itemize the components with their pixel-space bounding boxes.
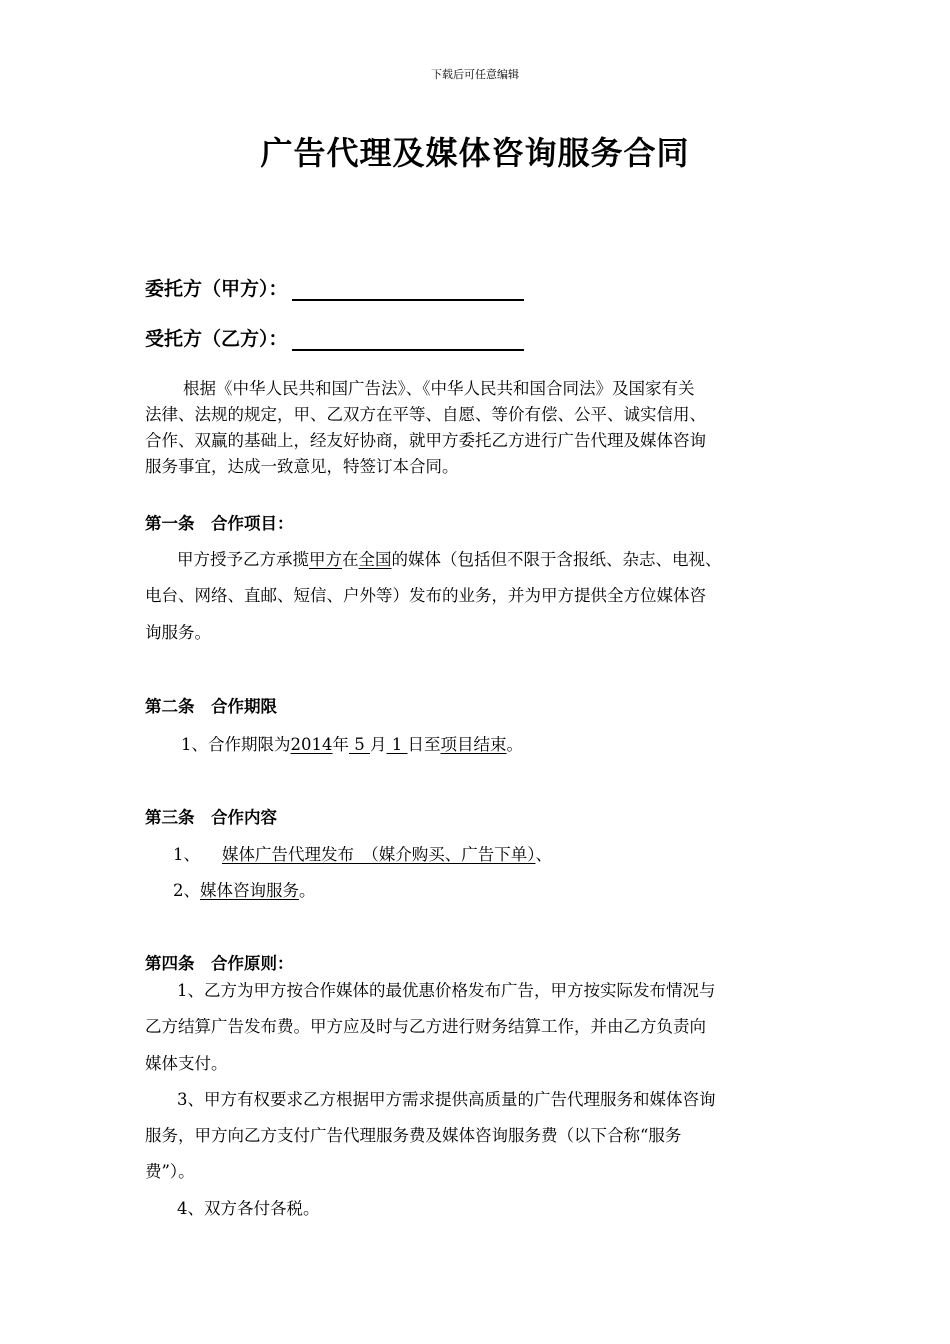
- term-year: 2014: [290, 735, 333, 754]
- article4-line-3: 媒体支付。: [145, 1054, 228, 1073]
- party-b-row: [145, 324, 524, 351]
- article4-line-6: 费”）。: [145, 1162, 195, 1181]
- article2-clause: [181, 731, 523, 755]
- item2-number: 2、: [173, 881, 200, 900]
- term-suffix: 。: [506, 735, 523, 754]
- article1-line-3: 询服务。: [145, 623, 211, 642]
- article3-item-2: [173, 877, 316, 901]
- party-b-blank[interactable]: [292, 327, 524, 351]
- article4-line-1: 1、乙方为甲方按合作媒体的最优惠价格发布广告，甲方按实际发布情况与: [177, 981, 716, 1000]
- article4-line-5: 服务，甲方向乙方支付广告代理服务费及媒体咨询服务费（以下合称“服务: [145, 1126, 682, 1145]
- term-end: 项目结束: [440, 735, 507, 754]
- party-a-label: 委托方（甲方）：: [145, 278, 288, 300]
- article4-line-4: 3、甲方有权要求乙方根据甲方需求提供高质量的广告代理服务和媒体咨询: [177, 1090, 716, 1109]
- article3-item-1: [173, 841, 552, 865]
- article4-heading: 第四条 合作原则：: [145, 954, 294, 973]
- party-b-label: 受托方（乙方）：: [145, 328, 288, 350]
- term-prefix: 1、合作期限为: [181, 735, 291, 754]
- header-note: 下载后可任意编辑: [431, 68, 519, 81]
- party-a-row: [145, 274, 524, 301]
- item1-text: 媒体广告代理发布 （媒介购买、广告下单）: [222, 845, 536, 864]
- article1-text-e: 的媒体（包括但不限于含报纸、杂志、电视、: [391, 550, 722, 569]
- preamble-line-4: 服务事宜，达成一致意见，特签订本合同。: [145, 457, 459, 476]
- article2-heading: 第二条 合作期限: [145, 697, 277, 716]
- article1-text-d: 全国: [358, 550, 392, 569]
- preamble-line-1: 根据《中华人民共和国广告法》、《中华人民共和国合同法》及国家有关: [183, 379, 695, 398]
- article4-line-7: 4、双方各付各税。: [177, 1199, 320, 1218]
- article4-line-2: 乙方结算广告发布费。甲方应及时与乙方进行财务结算工作，并由乙方负责向: [145, 1017, 706, 1036]
- item1-suffix: 、: [535, 845, 552, 864]
- article1-text-b: 甲方: [309, 550, 342, 569]
- article3-heading: 第三条 合作内容: [145, 808, 277, 827]
- item2-text: 媒体咨询服务: [200, 881, 299, 900]
- term-day: 1: [386, 735, 408, 754]
- term-year-unit: 年: [332, 735, 349, 754]
- article1-line-1: [177, 546, 722, 570]
- article1-line-2: 电台、网络、直邮、短信、户外等）发布的业务，并为甲方提供全方位媒体咨: [145, 586, 706, 605]
- article1-heading: 第一条 合作项目：: [145, 514, 294, 533]
- party-a-blank[interactable]: [292, 277, 524, 301]
- article1-text-c: 在: [342, 550, 359, 569]
- term-day-unit: 日至: [407, 735, 441, 754]
- item1-number: 1、: [173, 845, 200, 864]
- article1-text-a: 甲方授予乙方承揽: [177, 550, 309, 569]
- term-month-unit: 月: [370, 735, 387, 754]
- item2-suffix: 。: [299, 881, 316, 900]
- contract-title: 广告代理及媒体咨询服务合同: [260, 134, 690, 172]
- term-month: 5: [349, 735, 370, 754]
- preamble-line-2: 法律、法规的规定，甲、乙双方在平等、自愿、等价有偿、公平、诚实信用、: [145, 405, 706, 424]
- preamble-line-3: 合作、双赢的基础上，经友好协商，就甲方委托乙方进行广告代理及媒体咨询: [145, 431, 706, 450]
